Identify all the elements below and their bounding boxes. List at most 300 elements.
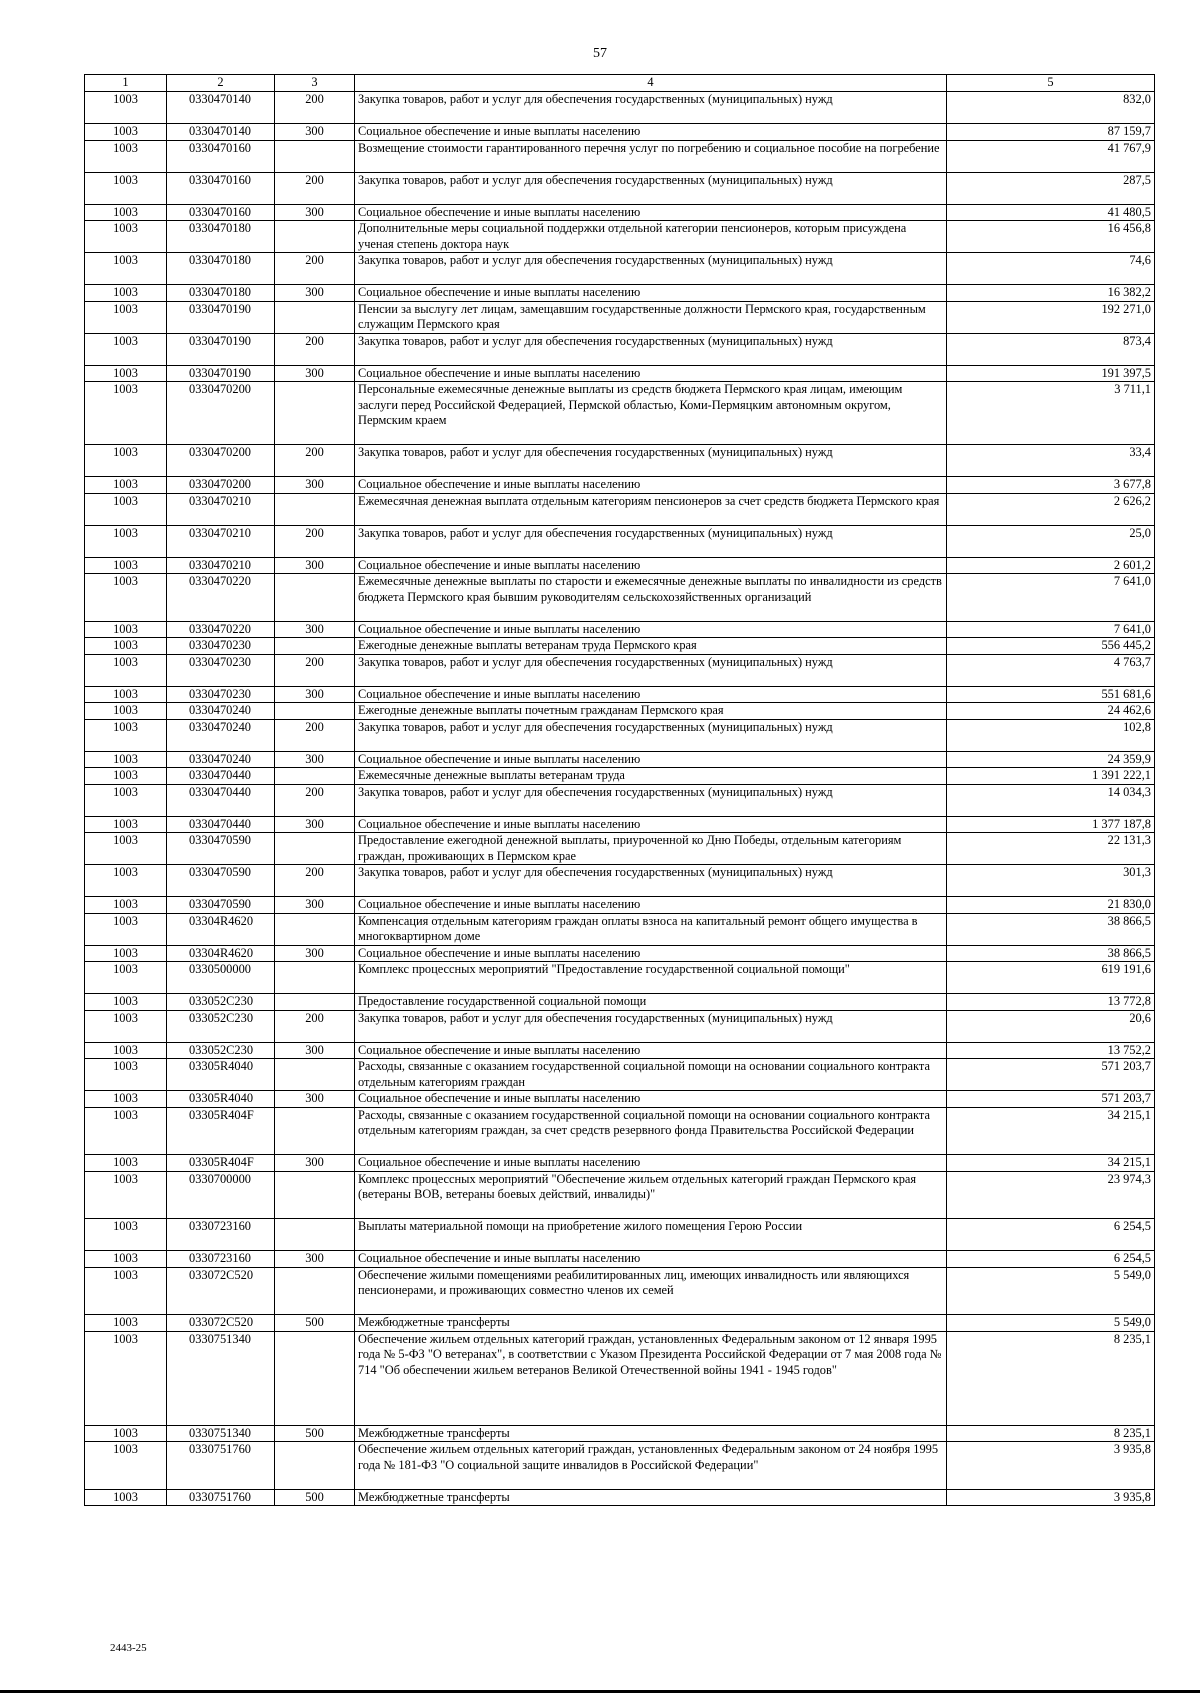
- target-article-cell: 0330470200: [167, 445, 275, 477]
- target-article-cell: 03305R404F: [167, 1155, 275, 1172]
- target-article-cell: 033052С230: [167, 1042, 275, 1059]
- amount-cell: 21 830,0: [947, 897, 1155, 914]
- amount-cell: 5 549,0: [947, 1267, 1155, 1315]
- expense-type-cell: 200: [275, 253, 355, 285]
- amount-cell: 7 641,0: [947, 574, 1155, 622]
- target-article-cell: 0330751340: [167, 1425, 275, 1442]
- expense-type-cell: [275, 493, 355, 525]
- section-code-cell: 1003: [85, 1091, 167, 1108]
- amount-cell: 33,4: [947, 445, 1155, 477]
- expense-type-cell: 300: [275, 285, 355, 302]
- target-article-cell: 0330470140: [167, 124, 275, 141]
- target-article-cell: 0330470180: [167, 253, 275, 285]
- description-cell: Социальное обеспечение и иные выплаты населению: [355, 204, 947, 221]
- section-code-cell: 1003: [85, 445, 167, 477]
- expense-type-cell: 200: [275, 1010, 355, 1042]
- expense-type-cell: 300: [275, 1091, 355, 1108]
- expense-type-cell: [275, 1171, 355, 1219]
- expense-type-cell: [275, 833, 355, 865]
- target-article-cell: 0330470240: [167, 751, 275, 768]
- table-header-row: [85, 75, 1155, 92]
- amount-cell: 24 359,9: [947, 751, 1155, 768]
- description-cell: Предоставление государственной социальной помощи: [355, 994, 947, 1011]
- table-row: [85, 621, 1155, 638]
- table-row: [85, 1091, 1155, 1108]
- section-code-cell: 1003: [85, 1425, 167, 1442]
- description-cell: Социальное обеспечение и иные выплаты населению: [355, 945, 947, 962]
- section-code-cell: 1003: [85, 1059, 167, 1091]
- description-cell: Закупка товаров, работ и услуг для обеспечения государственных (муниципальных) нужд: [355, 172, 947, 204]
- description-cell: Социальное обеспечение и иные выплаты населению: [355, 816, 947, 833]
- target-article-cell: 03305R404F: [167, 1107, 275, 1155]
- section-code-cell: 1003: [85, 1107, 167, 1155]
- table-row: [85, 1219, 1155, 1251]
- table-row: [85, 945, 1155, 962]
- description-cell: Дополнительные меры социальной поддержки отдельной категории пенсионеров, которым присуждена ученая степень доктора наук: [355, 221, 947, 253]
- table-row: [85, 140, 1155, 172]
- table-row: [85, 897, 1155, 914]
- description-cell: Социальное обеспечение и иные выплаты населению: [355, 686, 947, 703]
- section-code-cell: 1003: [85, 994, 167, 1011]
- expense-type-cell: [275, 1442, 355, 1490]
- table-row: [85, 1042, 1155, 1059]
- budget-table: [84, 74, 1155, 1506]
- target-article-cell: 0330700000: [167, 1171, 275, 1219]
- section-code-cell: 1003: [85, 1042, 167, 1059]
- expense-type-cell: 200: [275, 865, 355, 897]
- page-number: 57: [593, 46, 607, 61]
- amount-cell: 556 445,2: [947, 638, 1155, 655]
- amount-cell: 7 641,0: [947, 621, 1155, 638]
- target-article-cell: 033052С230: [167, 994, 275, 1011]
- table-row: [85, 1267, 1155, 1315]
- section-code-cell: 1003: [85, 703, 167, 720]
- description-cell: Ежемесячная денежная выплата отдельным категориям пенсионеров за счет средств бюджета Пермского края: [355, 493, 947, 525]
- table-row: [85, 865, 1155, 897]
- amount-cell: 4 763,7: [947, 654, 1155, 686]
- expense-type-cell: [275, 1059, 355, 1091]
- description-cell: Межбюджетные трансферты: [355, 1425, 947, 1442]
- amount-cell: 832,0: [947, 92, 1155, 124]
- table-row: [85, 204, 1155, 221]
- table-row: [85, 1059, 1155, 1091]
- target-article-cell: 033052С230: [167, 1010, 275, 1042]
- target-article-cell: 0330470160: [167, 204, 275, 221]
- target-article-cell: 0330470590: [167, 833, 275, 865]
- description-cell: Закупка товаров, работ и услуг для обеспечения государственных (муниципальных) нужд: [355, 1010, 947, 1042]
- section-code-cell: 1003: [85, 1171, 167, 1219]
- amount-cell: 16 456,8: [947, 221, 1155, 253]
- target-article-cell: 0330470180: [167, 285, 275, 302]
- section-code-cell: 1003: [85, 333, 167, 365]
- target-article-cell: 0330470230: [167, 638, 275, 655]
- amount-cell: 3 935,8: [947, 1442, 1155, 1490]
- expense-type-cell: 300: [275, 365, 355, 382]
- expense-type-cell: 300: [275, 686, 355, 703]
- target-article-cell: 0330470240: [167, 719, 275, 751]
- section-code-cell: 1003: [85, 382, 167, 445]
- description-cell: Обеспечение жилыми помещениями реабилитированных лиц, имеющих инвалидность или являющихся пенсионерами, и проживающих совместно членов их семей: [355, 1267, 947, 1315]
- section-code-cell: 1003: [85, 1331, 167, 1425]
- table-row: [85, 768, 1155, 785]
- table-row: [85, 962, 1155, 994]
- target-article-cell: 0330470440: [167, 768, 275, 785]
- section-code-cell: 1003: [85, 493, 167, 525]
- table-row: [85, 913, 1155, 945]
- description-cell: Компенсация отдельным категориям граждан оплаты взноса на капитальный ремонт общего имущества в многоквартирном доме: [355, 913, 947, 945]
- section-code-cell: 1003: [85, 1219, 167, 1251]
- table-row: [85, 686, 1155, 703]
- description-cell: Ежемесячные денежные выплаты по старости и ежемесячные денежные выплаты по инвалидности из средств бюджета Пермского края бывшим руководителям сельскохозяйственных организаций: [355, 574, 947, 622]
- table-body: [85, 92, 1155, 1506]
- amount-cell: 13 772,8: [947, 994, 1155, 1011]
- expense-type-cell: 200: [275, 172, 355, 204]
- expense-type-cell: 300: [275, 945, 355, 962]
- expense-type-cell: 300: [275, 477, 355, 494]
- expense-type-cell: [275, 1331, 355, 1425]
- amount-cell: 22 131,3: [947, 833, 1155, 865]
- section-code-cell: 1003: [85, 621, 167, 638]
- amount-cell: 34 215,1: [947, 1107, 1155, 1155]
- table-row: [85, 816, 1155, 833]
- amount-cell: 1 391 222,1: [947, 768, 1155, 785]
- amount-cell: 192 271,0: [947, 301, 1155, 333]
- section-code-cell: 1003: [85, 913, 167, 945]
- amount-cell: 25,0: [947, 525, 1155, 557]
- amount-cell: 2 601,2: [947, 557, 1155, 574]
- amount-cell: 873,4: [947, 333, 1155, 365]
- target-article-cell: 0330470210: [167, 557, 275, 574]
- amount-cell: 41 480,5: [947, 204, 1155, 221]
- section-code-cell: 1003: [85, 751, 167, 768]
- description-cell: Социальное обеспечение и иные выплаты населению: [355, 1251, 947, 1268]
- expense-type-cell: 300: [275, 816, 355, 833]
- description-cell: Закупка товаров, работ и услуг для обеспечения государственных (муниципальных) нужд: [355, 253, 947, 285]
- target-article-cell: 0330470230: [167, 686, 275, 703]
- section-code-cell: 1003: [85, 574, 167, 622]
- target-article-cell: 0330470180: [167, 221, 275, 253]
- expense-type-cell: 500: [275, 1315, 355, 1332]
- target-article-cell: 0330470140: [167, 92, 275, 124]
- table-row: [85, 1251, 1155, 1268]
- table-row: [85, 301, 1155, 333]
- table-row: [85, 124, 1155, 141]
- table-row: [85, 493, 1155, 525]
- amount-cell: 23 974,3: [947, 1171, 1155, 1219]
- target-article-cell: 0330470240: [167, 703, 275, 720]
- description-cell: Комплекс процессных мероприятий "Предоставление государственной социальной помощи": [355, 962, 947, 994]
- amount-cell: 74,6: [947, 253, 1155, 285]
- amount-cell: 2 626,2: [947, 493, 1155, 525]
- amount-cell: 571 203,7: [947, 1091, 1155, 1108]
- expense-type-cell: [275, 994, 355, 1011]
- amount-cell: 13 752,2: [947, 1042, 1155, 1059]
- table-row: [85, 92, 1155, 124]
- description-cell: Закупка товаров, работ и услуг для обеспечения государственных (муниципальных) нужд: [355, 654, 947, 686]
- table-row: [85, 833, 1155, 865]
- description-cell: Закупка товаров, работ и услуг для обеспечения государственных (муниципальных) нужд: [355, 784, 947, 816]
- table-row: [85, 1155, 1155, 1172]
- description-cell: Ежемесячные денежные выплаты ветеранам труда: [355, 768, 947, 785]
- description-cell: Предоставление ежегодной денежной выплаты, приуроченной ко Дню Победы, отдельным категориям граждан, проживающих в Пермском крае: [355, 833, 947, 865]
- target-article-cell: 033072С520: [167, 1267, 275, 1315]
- amount-cell: 102,8: [947, 719, 1155, 751]
- expense-type-cell: [275, 638, 355, 655]
- description-cell: Выплаты материальной помощи на приобретение жилого помещения Герою России: [355, 1219, 947, 1251]
- section-code-cell: 1003: [85, 962, 167, 994]
- section-code-cell: 1003: [85, 865, 167, 897]
- amount-cell: 6 254,5: [947, 1219, 1155, 1251]
- description-cell: Социальное обеспечение и иные выплаты населению: [355, 365, 947, 382]
- target-article-cell: 0330751760: [167, 1442, 275, 1490]
- table-row: [85, 557, 1155, 574]
- description-cell: Пенсии за выслугу лет лицам, замещавшим государственные должности Пермского края, государственным служащим Пермского края: [355, 301, 947, 333]
- amount-cell: 34 215,1: [947, 1155, 1155, 1172]
- expense-type-cell: 300: [275, 124, 355, 141]
- description-cell: Социальное обеспечение и иные выплаты населению: [355, 124, 947, 141]
- section-code-cell: 1003: [85, 686, 167, 703]
- amount-cell: 1 377 187,8: [947, 816, 1155, 833]
- amount-cell: 8 235,1: [947, 1331, 1155, 1425]
- target-article-cell: 0330470440: [167, 816, 275, 833]
- header-col-3: 3: [275, 75, 355, 92]
- amount-cell: 14 034,3: [947, 784, 1155, 816]
- description-cell: Ежегодные денежные выплаты почетным гражданам Пермского края: [355, 703, 947, 720]
- expense-type-cell: 300: [275, 751, 355, 768]
- footer-document-code: 2443-25: [110, 1642, 147, 1654]
- expense-type-cell: 300: [275, 621, 355, 638]
- description-cell: Закупка товаров, работ и услуг для обеспечения государственных (муниципальных) нужд: [355, 445, 947, 477]
- target-article-cell: 0330751760: [167, 1489, 275, 1506]
- expense-type-cell: 300: [275, 897, 355, 914]
- amount-cell: 551 681,6: [947, 686, 1155, 703]
- description-cell: Социальное обеспечение и иные выплаты населению: [355, 1155, 947, 1172]
- table-row: [85, 1315, 1155, 1332]
- section-code-cell: 1003: [85, 365, 167, 382]
- target-article-cell: 0330470160: [167, 140, 275, 172]
- table-row: [85, 1425, 1155, 1442]
- expense-type-cell: [275, 913, 355, 945]
- section-code-cell: 1003: [85, 897, 167, 914]
- description-cell: Возмещение стоимости гарантированного перечня услуг по погребению и социальное пособие на погребение: [355, 140, 947, 172]
- amount-cell: 38 866,5: [947, 913, 1155, 945]
- expense-type-cell: 200: [275, 333, 355, 365]
- target-article-cell: 0330470220: [167, 621, 275, 638]
- expense-type-cell: [275, 1107, 355, 1155]
- section-code-cell: 1003: [85, 638, 167, 655]
- section-code-cell: 1003: [85, 92, 167, 124]
- section-code-cell: 1003: [85, 204, 167, 221]
- description-cell: Социальное обеспечение и иные выплаты населению: [355, 477, 947, 494]
- section-code-cell: 1003: [85, 1267, 167, 1315]
- target-article-cell: 0330500000: [167, 962, 275, 994]
- section-code-cell: 1003: [85, 124, 167, 141]
- amount-cell: 301,3: [947, 865, 1155, 897]
- expense-type-cell: 200: [275, 654, 355, 686]
- expense-type-cell: 200: [275, 525, 355, 557]
- table-row: [85, 445, 1155, 477]
- expense-type-cell: 300: [275, 1155, 355, 1172]
- description-cell: Закупка товаров, работ и услуг для обеспечения государственных (муниципальных) нужд: [355, 525, 947, 557]
- description-cell: Обеспечение жильем отдельных категорий граждан, установленных Федеральным законом от 24 ноября 1995 года № 181-ФЗ "О социальной защите инвалидов в Российской Федерации": [355, 1442, 947, 1490]
- description-cell: Социальное обеспечение и иные выплаты населению: [355, 1042, 947, 1059]
- table-row: [85, 477, 1155, 494]
- amount-cell: 20,6: [947, 1010, 1155, 1042]
- amount-cell: 3 677,8: [947, 477, 1155, 494]
- section-code-cell: 1003: [85, 140, 167, 172]
- description-cell: Закупка товаров, работ и услуг для обеспечения государственных (муниципальных) нужд: [355, 865, 947, 897]
- target-article-cell: 0330470220: [167, 574, 275, 622]
- target-article-cell: 0330470200: [167, 477, 275, 494]
- expense-type-cell: [275, 1219, 355, 1251]
- table-row: [85, 1442, 1155, 1490]
- expense-type-cell: 300: [275, 1251, 355, 1268]
- amount-cell: 87 159,7: [947, 124, 1155, 141]
- amount-cell: 619 191,6: [947, 962, 1155, 994]
- table-row: [85, 574, 1155, 622]
- amount-cell: 8 235,1: [947, 1425, 1155, 1442]
- target-article-cell: 0330470190: [167, 301, 275, 333]
- expense-type-cell: [275, 574, 355, 622]
- target-article-cell: 033072С520: [167, 1315, 275, 1332]
- description-cell: Закупка товаров, работ и услуг для обеспечения государственных (муниципальных) нужд: [355, 719, 947, 751]
- expense-type-cell: [275, 221, 355, 253]
- table-row: [85, 654, 1155, 686]
- section-code-cell: 1003: [85, 945, 167, 962]
- target-article-cell: 0330470200: [167, 382, 275, 445]
- expense-type-cell: 500: [275, 1489, 355, 1506]
- description-cell: Межбюджетные трансферты: [355, 1489, 947, 1506]
- description-cell: Расходы, связанные с оказанием государственной социальной помощи на основании социального контракта отдельным категориям граждан, за счет средств резервного фонда Правительства Российской Федерации: [355, 1107, 947, 1155]
- table-row: [85, 994, 1155, 1011]
- table-row: [85, 719, 1155, 751]
- table-row: [85, 253, 1155, 285]
- section-code-cell: 1003: [85, 301, 167, 333]
- description-cell: Социальное обеспечение и иные выплаты населению: [355, 751, 947, 768]
- section-code-cell: 1003: [85, 477, 167, 494]
- amount-cell: 24 462,6: [947, 703, 1155, 720]
- table-row: [85, 365, 1155, 382]
- target-article-cell: 03305R4040: [167, 1091, 275, 1108]
- expense-type-cell: [275, 768, 355, 785]
- expense-type-cell: 200: [275, 445, 355, 477]
- amount-cell: 6 254,5: [947, 1251, 1155, 1268]
- expense-type-cell: 500: [275, 1425, 355, 1442]
- expense-type-cell: 200: [275, 92, 355, 124]
- table-row: [85, 221, 1155, 253]
- amount-cell: 16 382,2: [947, 285, 1155, 302]
- table-row: [85, 382, 1155, 445]
- expense-type-cell: [275, 140, 355, 172]
- table-row: [85, 1489, 1155, 1506]
- target-article-cell: 03304R4620: [167, 913, 275, 945]
- description-cell: Закупка товаров, работ и услуг для обеспечения государственных (муниципальных) нужд: [355, 333, 947, 365]
- section-code-cell: 1003: [85, 253, 167, 285]
- amount-cell: 38 866,5: [947, 945, 1155, 962]
- expense-type-cell: 200: [275, 719, 355, 751]
- description-cell: Ежегодные денежные выплаты ветеранам труда Пермского края: [355, 638, 947, 655]
- description-cell: Закупка товаров, работ и услуг для обеспечения государственных (муниципальных) нужд: [355, 92, 947, 124]
- description-cell: Социальное обеспечение и иные выплаты населению: [355, 1091, 947, 1108]
- section-code-cell: 1003: [85, 816, 167, 833]
- target-article-cell: 0330723160: [167, 1251, 275, 1268]
- section-code-cell: 1003: [85, 719, 167, 751]
- description-cell: Межбюджетные трансферты: [355, 1315, 947, 1332]
- description-cell: Социальное обеспечение и иные выплаты населению: [355, 897, 947, 914]
- table-row: [85, 1171, 1155, 1219]
- section-code-cell: 1003: [85, 525, 167, 557]
- target-article-cell: 0330751340: [167, 1331, 275, 1425]
- expense-type-cell: [275, 1267, 355, 1315]
- section-code-cell: 1003: [85, 557, 167, 574]
- section-code-cell: 1003: [85, 654, 167, 686]
- table-row: [85, 1331, 1155, 1425]
- table-row: [85, 525, 1155, 557]
- description-cell: Социальное обеспечение и иные выплаты населению: [355, 621, 947, 638]
- header-col-2: 2: [167, 75, 275, 92]
- section-code-cell: 1003: [85, 1315, 167, 1332]
- target-article-cell: 03304R4620: [167, 945, 275, 962]
- expense-type-cell: [275, 301, 355, 333]
- table-row: [85, 1010, 1155, 1042]
- expense-type-cell: [275, 382, 355, 445]
- expense-type-cell: 300: [275, 557, 355, 574]
- target-article-cell: 0330723160: [167, 1219, 275, 1251]
- table-row: [85, 751, 1155, 768]
- target-article-cell: 0330470590: [167, 897, 275, 914]
- target-article-cell: 0330470210: [167, 493, 275, 525]
- target-article-cell: 0330470230: [167, 654, 275, 686]
- target-article-cell: 0330470590: [167, 865, 275, 897]
- expense-type-cell: 200: [275, 784, 355, 816]
- table-row: [85, 333, 1155, 365]
- section-code-cell: 1003: [85, 221, 167, 253]
- section-code-cell: 1003: [85, 784, 167, 816]
- table-row: [85, 703, 1155, 720]
- amount-cell: 191 397,5: [947, 365, 1155, 382]
- target-article-cell: 0330470190: [167, 333, 275, 365]
- description-cell: Социальное обеспечение и иные выплаты населению: [355, 285, 947, 302]
- target-article-cell: 0330470210: [167, 525, 275, 557]
- section-code-cell: 1003: [85, 1442, 167, 1490]
- section-code-cell: 1003: [85, 1010, 167, 1042]
- amount-cell: 41 767,9: [947, 140, 1155, 172]
- target-article-cell: 03305R4040: [167, 1059, 275, 1091]
- amount-cell: 5 549,0: [947, 1315, 1155, 1332]
- description-cell: Комплекс процессных мероприятий "Обеспечение жильем отдельных категорий граждан Пермского края (ветераны ВОВ, ветераны боевых действий, инвалиды)": [355, 1171, 947, 1219]
- section-code-cell: 1003: [85, 172, 167, 204]
- header-col-1: 1: [85, 75, 167, 92]
- description-cell: Персональные ежемесячные денежные выплаты из средств бюджета Пермского края лицам, имеющим заслуги перед Российской Федерацией, Пермской областью, Коми-Пермяцким автономным округом, Пермским краем: [355, 382, 947, 445]
- expense-type-cell: 300: [275, 1042, 355, 1059]
- section-code-cell: 1003: [85, 768, 167, 785]
- table-row: [85, 285, 1155, 302]
- target-article-cell: 0330470160: [167, 172, 275, 204]
- section-code-cell: 1003: [85, 1489, 167, 1506]
- table-row: [85, 1107, 1155, 1155]
- description-cell: Обеспечение жильем отдельных категорий граждан, установленных Федеральным законом от 12 января 1995 года № 5-ФЗ "О ветеранах", в соответствии с Указом Президента Российской Федерации от 7 мая 2008 года № 714 "Об обеспечении жильем ветеранов Великой Отечественной войны 1941 - 1945 годов": [355, 1331, 947, 1425]
- section-code-cell: 1003: [85, 833, 167, 865]
- table-row: [85, 638, 1155, 655]
- expense-type-cell: [275, 703, 355, 720]
- amount-cell: 3 711,1: [947, 382, 1155, 445]
- target-article-cell: 0330470440: [167, 784, 275, 816]
- description-cell: Расходы, связанные с оказанием государственной социальной помощи на основании социального контракта отдельным категориям граждан: [355, 1059, 947, 1091]
- header-col-5: 5: [947, 75, 1155, 92]
- section-code-cell: 1003: [85, 1251, 167, 1268]
- target-article-cell: 0330470190: [167, 365, 275, 382]
- section-code-cell: 1003: [85, 1155, 167, 1172]
